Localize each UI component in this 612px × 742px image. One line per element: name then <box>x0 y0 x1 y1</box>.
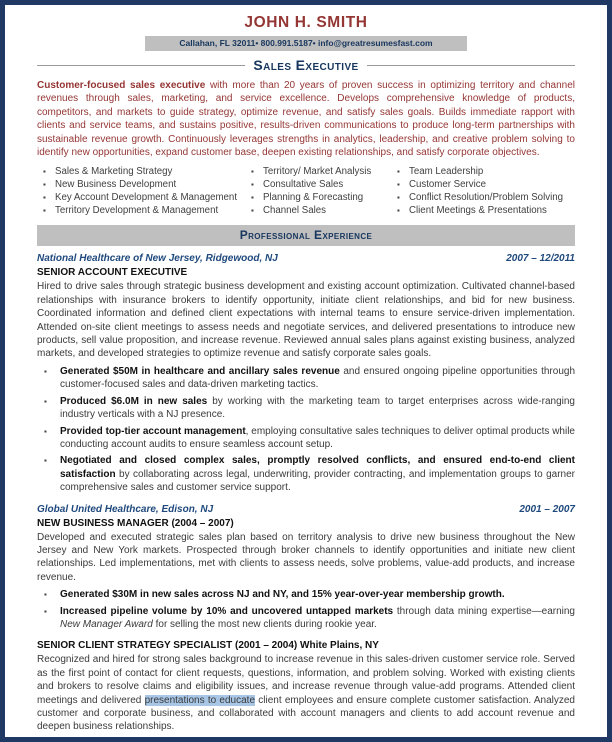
achievement-rest: by working with the marketing team to target enterprises across wide-ranging industry verticals with a NJ presence. <box>60 395 575 421</box>
skill-item: ▪ Customer Service <box>397 178 575 191</box>
skill-item: ▪ Client Meetings & Presentations <box>397 204 575 217</box>
headline-rule-right <box>367 65 575 66</box>
achievement-lead: Increased pipeline volume by 10% and uncovered untapped markets <box>60 605 394 617</box>
achievement-rest: and ensured ongoing pipeline opportunities through customer-focused sales and data-driven marketing tactics. <box>60 365 576 391</box>
summary-paragraph <box>37 79 575 159</box>
skill-item: ▪ Planning & Forecasting <box>251 191 397 204</box>
skills-grid <box>43 165 575 217</box>
achievement-list <box>43 365 575 495</box>
achievement-item <box>43 605 575 632</box>
achievement-lead: Generated $30M in new sales across NJ and NY, and 15% year-over-year membership growth. <box>60 589 505 601</box>
employment-dates: 2007 – 12/2011 <box>506 253 575 265</box>
achievement-mid: through data mining expertise—earning <box>393 605 575 617</box>
selected-text: presentations to educate <box>144 694 256 706</box>
achievement-list <box>43 588 575 631</box>
headline-row <box>37 57 575 73</box>
section-title: Professional Experience <box>239 228 373 243</box>
job-description: Developed and executed strategic sales plan based on territory analysis to drive new business throughout the New Jersey and New York markets. Prospected through broker channels to identify opportunities and initiate new client relationships. Led implementations, met with clients to assess needs, solve problems, value-add products, and increase revenue. <box>37 531 575 583</box>
skill-item: ▪ Team Leadership <box>397 165 575 178</box>
skill-item: ▪ Channel Sales <box>251 204 397 217</box>
employment-dates: 2001 – 2007 <box>519 503 575 515</box>
job-title: NEW BUSINESS MANAGER (2004 – 2007) <box>37 517 234 529</box>
skills-column-3 <box>397 165 575 217</box>
job-entry-3 <box>37 640 575 733</box>
award-name: New Manager Award <box>60 618 153 630</box>
achievement-lead: Provided top-tier account management <box>60 425 246 437</box>
summary-lead: Customer-focused sales executive <box>37 80 206 91</box>
job-entry-2 <box>37 504 575 632</box>
achievement-lead: Generated $50M in healthcare and ancillary sales revenue <box>60 365 340 377</box>
skills-column-1 <box>43 165 251 217</box>
skill-item: ▪ Key Account Development & Management <box>43 191 251 204</box>
achievement-item <box>43 395 575 422</box>
candidate-name: JOHN H. SMITH <box>244 14 368 31</box>
company-name: Global United Healthcare, Edison, NJ <box>37 503 214 515</box>
skills-column-2 <box>251 165 397 217</box>
contact-bar <box>37 36 575 51</box>
job-title: SENIOR CLIENT STRATEGY SPECIALIST (2001 – 2004) White Plains, NY <box>37 640 379 652</box>
achievement-rest: , employing consultative sales techniques to deliver optimal products while conducting account audits to ensure seamless account setup. <box>60 425 575 450</box>
description-post: client employees and ensure complete customer satisfaction. Analyzed customer and corporate business, and collaborated with account managers and clients to add account revenue and deepen business relationships. <box>37 694 575 733</box>
summary-rest: with more than 20 years of proven success in optimizing territory and channel revenues through sales, marketing, and service excellence. Develops comprehensive knowledge of products, competitors, and markets to guide strategy, optimize revenue, and satisfy sales goals. Builds immediate rapport with clients and service teams, and sustains positive, results-driven communications to produce long-term partnerships with sustainable revenue growth. Continuously leverages strengths in analytics, leadership, and creative problem solving to identify new opportunities, expand customer base, deepen existing relationships, and satisfy corporate objectives. <box>37 80 576 159</box>
achievement-lead: Negotiated and closed complex sales, promptly resolved conflicts, and ensured end-to-end client satisfaction <box>60 455 575 480</box>
job-description: Hired to drive sales through strategic business development and existing account optimization. Cultivated channel-based relationships with insurance brokers to identify opportunity, initiate client relationships, and bid for new business. Coordinated information and defined client expectations with internal teams to ensure service-driven implementation. Attended on-site client meetings to assess needs and negotiate services, and delivered presentations to introduce new products, sell value proposition, and increase revenue. Reviewed annual sales plans against existing business, analyzed markets, and developed strategies to optimize revenue and satisfy corporate sales goals. <box>37 281 575 360</box>
job-title: SENIOR ACCOUNT EXECUTIVE <box>37 267 188 279</box>
achievement-item <box>43 454 575 494</box>
skill-item: ▪ Territory Development & Management <box>43 204 251 217</box>
job-entry-1 <box>37 253 575 494</box>
job-header <box>37 253 575 264</box>
achievement-item <box>43 588 575 601</box>
skill-item: ▪ Consultative Sales <box>251 178 397 191</box>
skill-item: ▪ Sales & Marketing Strategy <box>43 165 251 178</box>
skill-item: ▪ New Business Development <box>43 178 251 191</box>
achievement-item <box>43 425 575 452</box>
skill-item: ▪ Territory/ Market Analysis <box>251 165 397 178</box>
achievement-rest: for selling the most new clients during rookie year. <box>152 618 377 630</box>
headline-rule-left <box>37 65 245 66</box>
headline-title: Sales Executive <box>253 57 359 73</box>
achievement-lead: Produced $6.0M in new sales <box>60 395 208 407</box>
achievement-rest: by collaborating across legal, underwriting, provider contracting, and implementation groups to garner comprehensive sales and customer service support. <box>60 468 575 494</box>
contact-info: Callahan, FL 32011• 800.991.5187• info@greatresumesfast.com <box>145 36 466 51</box>
achievement-item <box>43 365 575 392</box>
company-name: National Healthcare of New Jersey, Ridgewood, NJ <box>37 253 278 265</box>
section-header-professional-experience <box>37 225 575 246</box>
job-description <box>37 653 575 733</box>
description-pre: Recognized and hired for strong sales background to increase revenue in this sales-driven customer service role. Served as the first point of contact for client requests, questions, information, and problem solving. Worked with existing clients and brokers to resolve claims and eligibility issues, and increase revenue through value-add programs. Attended client meetings and delivered <box>37 654 575 706</box>
skill-item: ▪ Conflict Resolution/Problem Solving <box>397 191 575 204</box>
job-header <box>37 504 575 515</box>
